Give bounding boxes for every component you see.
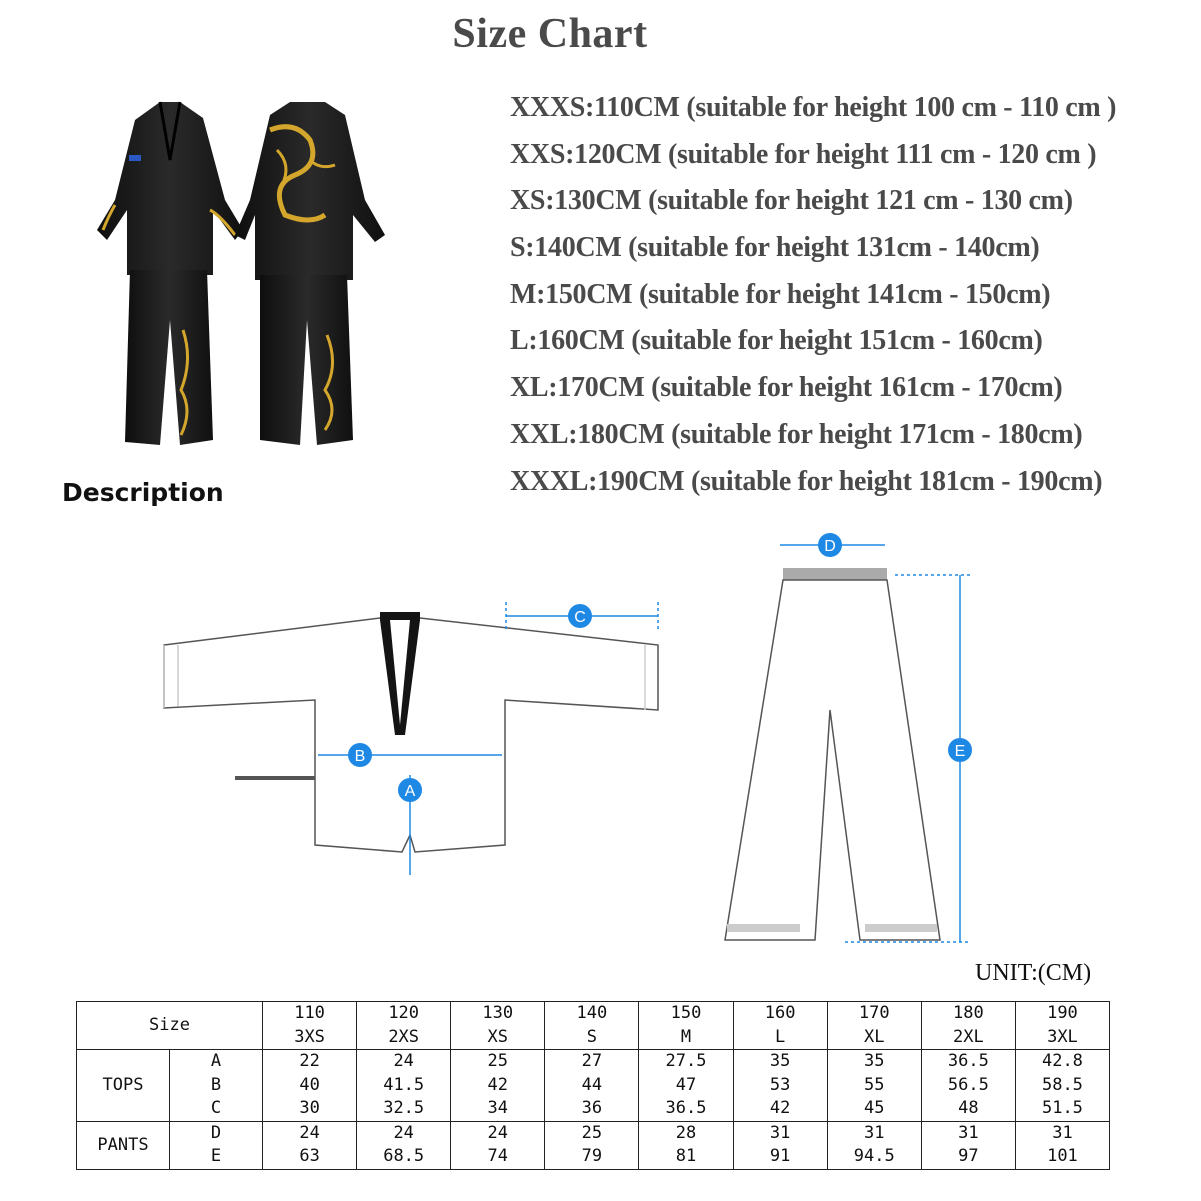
size-line-l: L:160CM (suitable for height 151cm - 160cm)	[510, 325, 1043, 357]
row-key: A	[170, 1050, 263, 1074]
value-cell: 94.5	[827, 1145, 921, 1169]
size-label-cell: XL	[827, 1026, 921, 1050]
height-cell: 120	[357, 1002, 451, 1026]
product-photo	[95, 90, 405, 455]
value-cell: 51.5	[1015, 1097, 1109, 1121]
value-cell: 36.5	[639, 1097, 733, 1121]
back-jacket-image	[235, 102, 385, 445]
marker-c	[568, 604, 592, 628]
value-cell: 79	[545, 1145, 639, 1169]
value-cell: 68.5	[357, 1145, 451, 1169]
value-cell: 53	[733, 1074, 827, 1098]
size-label-cell: XS	[451, 1026, 545, 1050]
marker-a	[398, 778, 422, 802]
size-line-m: M:150CM (suitable for height 141cm - 150cm)	[510, 278, 1051, 310]
size-list	[510, 88, 1200, 508]
value-cell: 91	[733, 1145, 827, 1169]
label-b: B	[354, 748, 366, 765]
table-row	[77, 1050, 1110, 1074]
size-header: Size	[77, 1002, 263, 1050]
value-cell: 27.5	[639, 1050, 733, 1074]
value-cell: 22	[263, 1050, 357, 1074]
table-row	[77, 1145, 1110, 1169]
size-table	[76, 1001, 1110, 1170]
height-cell: 170	[827, 1002, 921, 1026]
value-cell: 42	[451, 1074, 545, 1098]
value-cell: 41.5	[357, 1074, 451, 1098]
marker-e	[948, 738, 972, 762]
value-cell: 47	[639, 1074, 733, 1098]
label-a: A	[404, 783, 416, 800]
value-cell: 40	[263, 1074, 357, 1098]
value-cell: 24	[263, 1121, 357, 1145]
group-label-pants: PANTS	[77, 1121, 170, 1169]
description-label: Description	[62, 478, 224, 507]
value-cell: 45	[827, 1097, 921, 1121]
size-line-s: S:140CM (suitable for height 131cm - 140cm)	[510, 232, 1040, 264]
value-cell: 31	[733, 1121, 827, 1145]
height-cell: 110	[263, 1002, 357, 1026]
table-row	[77, 1074, 1110, 1098]
value-cell: 27	[545, 1050, 639, 1074]
row-key: D	[170, 1121, 263, 1145]
height-cell: 150	[639, 1002, 733, 1026]
value-cell: 31	[1015, 1121, 1109, 1145]
value-cell: 63	[263, 1145, 357, 1169]
value-cell: 25	[545, 1121, 639, 1145]
size-line-xxs: XXS:120CM (suitable for height 111 cm - 120 cm )	[510, 138, 1097, 170]
size-label-cell: 3XL	[1015, 1026, 1109, 1050]
height-cell: 180	[921, 1002, 1015, 1026]
value-cell: 44	[545, 1074, 639, 1098]
value-cell: 81	[639, 1145, 733, 1169]
value-cell: 24	[451, 1121, 545, 1145]
size-line-xxxs: XXXS:110CM (suitable for height 100 cm - 110 cm )	[510, 92, 1117, 123]
height-cell: 140	[545, 1002, 639, 1026]
page-title: Size Chart	[452, 11, 648, 57]
group-label-tops: TOPS	[77, 1050, 170, 1122]
size-label-cell: 2XL	[921, 1026, 1015, 1050]
value-cell: 58.5	[1015, 1074, 1109, 1098]
size-line-xs: XS:130CM (suitable for height 121 cm - 130 cm)	[510, 185, 1073, 217]
value-cell: 24	[357, 1121, 451, 1145]
value-cell: 56.5	[921, 1074, 1015, 1098]
table-row	[77, 1121, 1110, 1145]
row-key: C	[170, 1097, 263, 1121]
value-cell: 55	[827, 1074, 921, 1098]
value-cell: 48	[921, 1097, 1015, 1121]
value-cell: 35	[733, 1050, 827, 1074]
jacket-diagram	[150, 590, 670, 890]
size-line-xxxl: XXXL:190CM (suitable for height 181cm - 190cm)	[510, 465, 1103, 497]
unit-label: UNIT:(CM)	[975, 960, 1092, 986]
value-cell: 30	[263, 1097, 357, 1121]
value-cell: 74	[451, 1145, 545, 1169]
value-cell: 36	[545, 1097, 639, 1121]
row-key: E	[170, 1145, 263, 1169]
height-cell: 160	[733, 1002, 827, 1026]
value-cell: 31	[921, 1121, 1015, 1145]
size-line-xl: XL:170CM (suitable for height 161cm - 170cm)	[510, 372, 1063, 404]
table-row	[77, 1002, 1110, 1026]
value-cell: 34	[451, 1097, 545, 1121]
pants-diagram	[715, 530, 995, 950]
value-cell: 101	[1015, 1145, 1109, 1169]
height-cell: 130	[451, 1002, 545, 1026]
value-cell: 35	[827, 1050, 921, 1074]
size-label-cell: L	[733, 1026, 827, 1050]
size-label-cell: 2XS	[357, 1026, 451, 1050]
front-jacket-image	[97, 102, 243, 445]
label-d: D	[824, 538, 836, 555]
value-cell: 32.5	[357, 1097, 451, 1121]
row-key: B	[170, 1074, 263, 1098]
value-cell: 42	[733, 1097, 827, 1121]
value-cell: 36.5	[921, 1050, 1015, 1074]
label-e: E	[954, 743, 966, 760]
size-label-cell: M	[639, 1026, 733, 1050]
value-cell: 42.8	[1015, 1050, 1109, 1074]
size-line-xxl: XXL:180CM (suitable for height 171cm - 180cm)	[510, 418, 1083, 450]
height-cell: 190	[1015, 1002, 1109, 1026]
table-row	[77, 1097, 1110, 1121]
value-cell: 31	[827, 1121, 921, 1145]
value-cell: 28	[639, 1121, 733, 1145]
label-c: C	[574, 609, 586, 626]
size-label-cell: S	[545, 1026, 639, 1050]
size-label-cell: 3XS	[263, 1026, 357, 1050]
value-cell: 97	[921, 1145, 1015, 1169]
marker-d	[818, 533, 842, 557]
value-cell: 25	[451, 1050, 545, 1074]
marker-b	[348, 743, 372, 767]
value-cell: 24	[357, 1050, 451, 1074]
